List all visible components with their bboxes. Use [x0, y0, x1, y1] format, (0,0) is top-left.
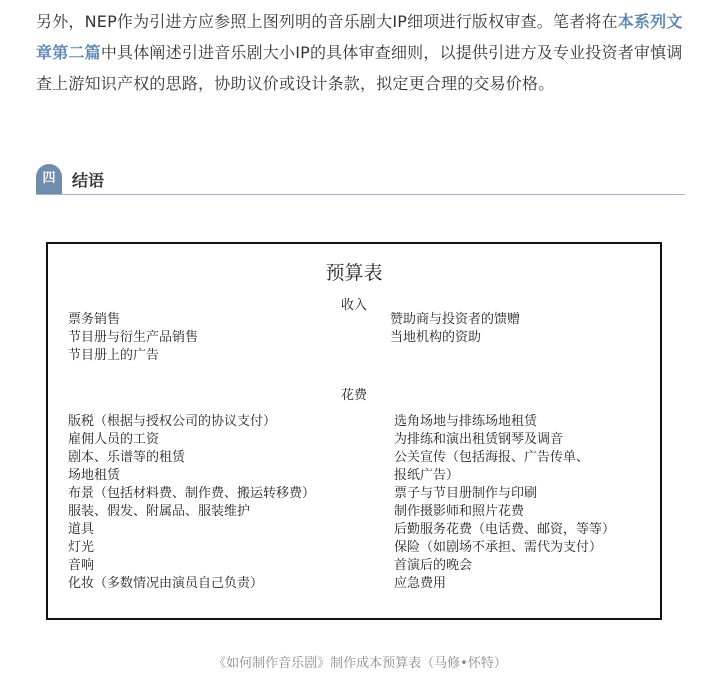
- list-item: 雇佣人员的工资: [68, 432, 160, 447]
- section-header: [36, 162, 685, 195]
- income-heading: 收入: [340, 298, 367, 313]
- list-item: 当地机构的资助: [390, 330, 482, 345]
- expense-heading: 花费: [340, 388, 367, 403]
- list-item: 剧本、乐谱等的租赁: [68, 450, 186, 465]
- list-item: 票务销售: [68, 312, 121, 327]
- list-item: 选角场地与排练场地租赁: [394, 414, 538, 429]
- list-item: 化妆（多数情况由演员自己负责）: [68, 576, 264, 591]
- list-item: 公关宣传（包括海报、广告传单、: [394, 450, 590, 465]
- list-item: 制作摄影师和照片花费: [394, 504, 525, 519]
- series-article-link[interactable]: 本系列文章第二篇: [36, 12, 683, 62]
- income-right-list: [390, 311, 520, 347]
- list-item: 灯光: [68, 540, 95, 555]
- body-paragraph: [36, 6, 696, 99]
- list-item: 赞助商与投资者的馈赠: [390, 312, 521, 327]
- list-item: 首演后的晚会: [394, 558, 473, 573]
- list-item: 音响: [68, 558, 95, 573]
- section-number-badge: 四: [36, 164, 62, 194]
- list-item: 道具: [68, 522, 95, 537]
- list-item: 为排练和演出租赁钢琴及调音: [394, 432, 564, 447]
- budget-title: 预算表: [325, 262, 383, 284]
- list-item: 场地租赁: [68, 468, 121, 483]
- list-item: 报纸广告）: [394, 468, 460, 483]
- list-item: 节目册上的广告: [68, 348, 160, 363]
- section-title: 结语: [72, 171, 105, 190]
- expense-right-list: [394, 413, 615, 593]
- paragraph-text-1: 另外，NEP作为引进方应参照上图列明的音乐剧大IP细项进行版权审查。笔者将在: [36, 12, 618, 31]
- list-item: 节目册与衍生产品销售: [68, 330, 199, 345]
- paragraph-text-2: 中具体阐述引进音乐剧大小IP的具体审查细则，以提供引进方及专业投资者审慎调查上游知识产权的思路，协助议价或设计条款，拟定更合理的交易价格。: [36, 43, 683, 93]
- budget-table-image: [46, 242, 662, 620]
- list-item: 保险（如剧场不承担、需代为支付）: [394, 540, 603, 555]
- list-item: 版税（根据与授权公司的协议支付）: [68, 414, 277, 429]
- list-item: 票子与节目册制作与印刷: [394, 486, 538, 501]
- list-item: 应急费用: [394, 576, 447, 591]
- expense-left-list: [68, 413, 315, 593]
- image-caption: 《如何制作音乐剧》制作成本预算表（马修•怀特）: [213, 656, 507, 671]
- income-left-list: [68, 311, 198, 365]
- list-item: 后勤服务花费（电话费、邮资，等等）: [394, 522, 616, 537]
- list-item: 服装、假发、附属品、服装维护: [68, 504, 251, 519]
- list-item: 布景（包括材料费、制作费、搬运转移费）: [68, 486, 316, 501]
